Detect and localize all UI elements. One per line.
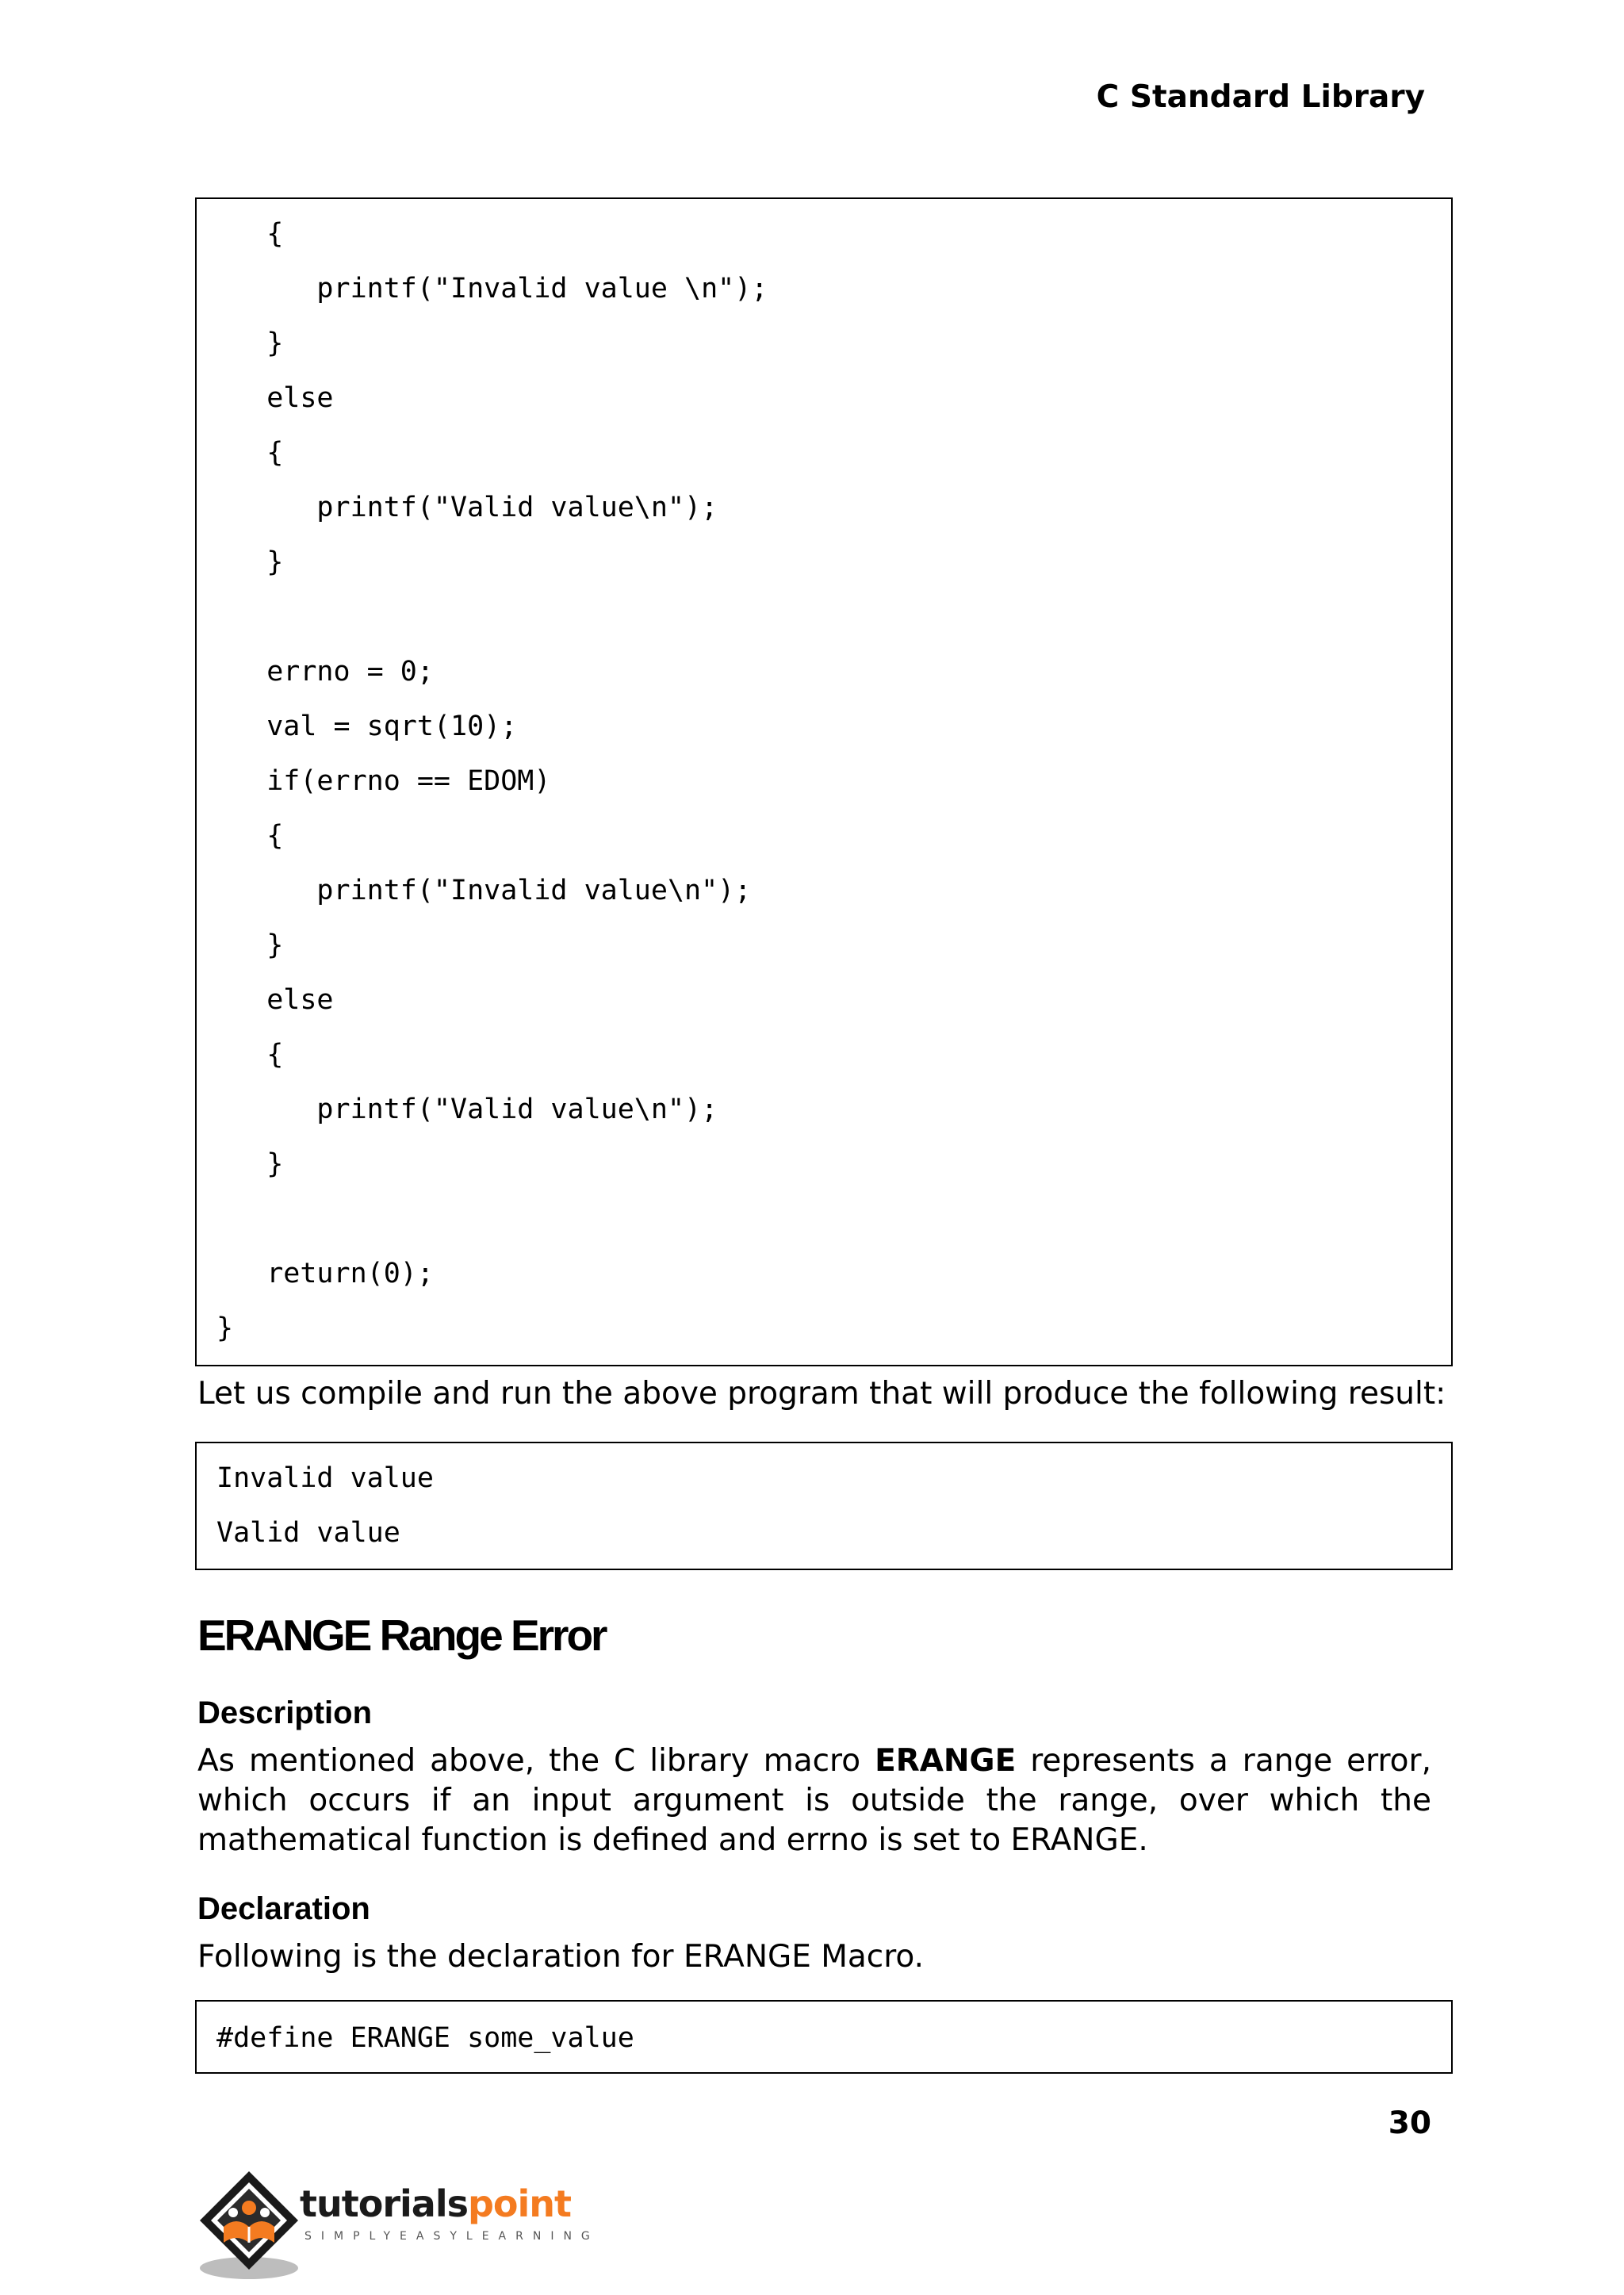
logo-wordmark [300,2182,571,2225]
code-line: } [216,328,284,359]
code-line: printf("Invalid value \n"); [216,273,768,305]
running-header: C Standard Library [1096,79,1425,115]
code-line: printf("Valid value\n"); [216,1094,718,1125]
declaration-heading: Declaration [197,1891,370,1926]
logo-word-tutorials: tutorials [300,2182,468,2225]
output-line: Invalid value [216,1462,434,1494]
logo-emblem-icon [193,2165,304,2284]
description-heading: Description [197,1695,373,1730]
code-line: if(errno == EDOM) [216,765,551,797]
code-line: else [216,984,334,1016]
tutorialspoint-logo [193,2165,599,2284]
declaration-code-block [195,2000,1453,2074]
section-title: ERANGE Range Error [197,1611,606,1660]
code-line: { [216,820,284,852]
result-intro: Let us compile and run the above program that will produce the following result: [197,1376,1446,1412]
output-line: Valid value [216,1517,400,1549]
description-paragraph [197,1741,1431,1860]
description-text: As mentioned above, the C library macro [197,1743,875,1779]
code-line: } [216,546,284,578]
code-line: #define ERANGE some_value [216,2022,634,2054]
code-line: { [216,1039,284,1071]
description-text: represents a range error, which occurs if an input argument is outside the range, over which the mathematical function is defined and errno is set to ERANGE. [197,1743,1431,1858]
declaration-text: Following is the declaration for ERANGE Macro. [197,1939,924,1975]
logo-word-point: point [467,2182,572,2225]
code-line: } [216,1148,284,1180]
output-block [195,1442,1453,1570]
logo-tagline: SIMPLYEASYLEARNING [304,2230,599,2243]
code-line: } [216,1312,234,1344]
code-line: printf("Invalid value\n"); [216,875,752,906]
code-line: { [216,437,284,469]
code-line: else [216,382,334,414]
code-line: printf("Valid value\n"); [216,492,718,523]
page-number: 30 [1388,2105,1431,2141]
macro-name: ERANGE [875,1743,1017,1779]
code-line: val = sqrt(10); [216,711,518,742]
code-line: { [216,218,284,250]
code-line: errno = 0; [216,656,434,688]
code-block [195,197,1453,1366]
code-line: return(0); [216,1258,434,1289]
code-line: } [216,929,284,961]
